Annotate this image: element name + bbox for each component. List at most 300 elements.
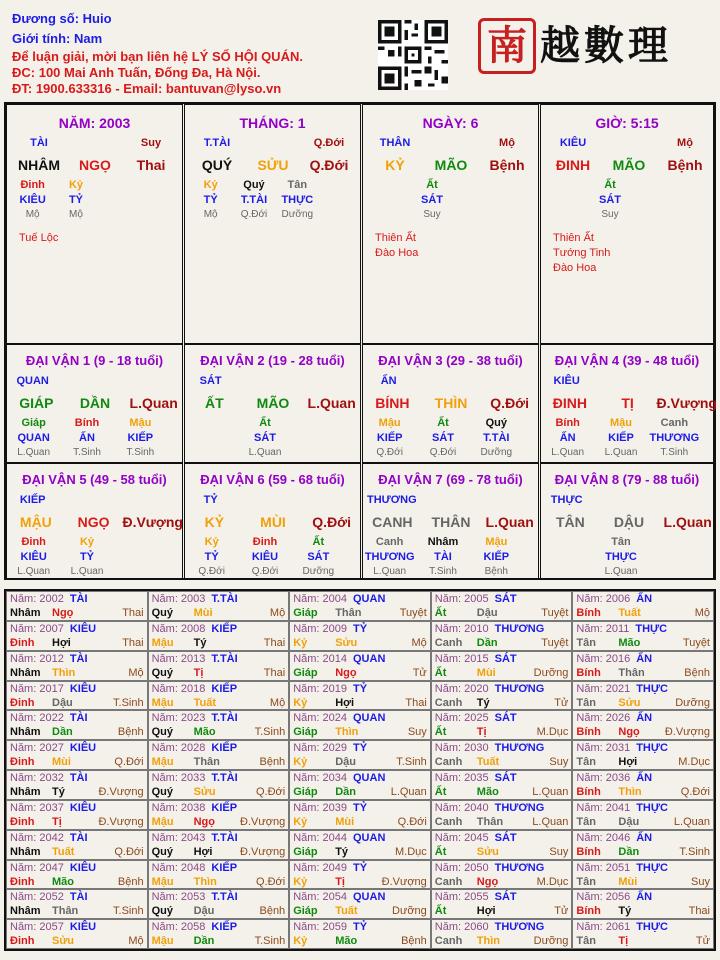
- year-stage: Suy: [549, 756, 569, 769]
- year-branch: Sửu: [476, 845, 499, 858]
- dai-van-hidden-row: [185, 536, 345, 548]
- year-god: THƯƠNG: [494, 742, 545, 755]
- star-item: Tuế Lộc: [19, 232, 59, 244]
- pillar-hidden-god-row-2: TỶ: [68, 194, 84, 206]
- year-cell-2048: [148, 860, 290, 890]
- year-label: Năm: 2056: [576, 891, 631, 904]
- star-item: Thiên Ất: [553, 232, 594, 244]
- year-stage: Tử: [412, 666, 427, 679]
- year-branch: Hợi: [52, 636, 71, 649]
- year-stem: Ất: [434, 607, 447, 619]
- year-cell-2026: [572, 710, 714, 740]
- dai-van-stem-row: [541, 514, 717, 530]
- pillar-god-row-2: [601, 137, 657, 149]
- year-stage: T.Sinh: [113, 905, 144, 918]
- year-god: SÁT: [494, 712, 517, 725]
- year-cell-2002: [6, 591, 148, 621]
- dai-van-god-row: [11, 375, 141, 387]
- year-stage: Tử: [554, 696, 569, 709]
- name-label: Đương số:: [12, 11, 80, 26]
- year-stage: Suy: [549, 845, 569, 858]
- year-label: Năm: 2014: [293, 652, 347, 665]
- dai-van-stage-row-3: [292, 447, 345, 458]
- year-branch: Dần: [335, 786, 356, 798]
- year-body: [10, 905, 144, 917]
- year-label: Năm: 2005: [434, 593, 489, 605]
- year-god: SÁT: [494, 652, 517, 665]
- dai-van-stem-row-1: CANH: [372, 514, 413, 530]
- pillar-stem-row-1: KỶ: [385, 157, 405, 173]
- dai-van-hidden-row: [185, 417, 345, 429]
- year-stage: T.Sinh: [396, 756, 427, 769]
- pillar-stem-row-1: NHÂM: [18, 157, 60, 173]
- dai-van-hidden-row-3: Canh: [660, 417, 689, 429]
- dai-van-hidden-row-1: Đinh: [21, 536, 46, 548]
- year-body: [435, 637, 569, 649]
- year-body: [576, 786, 710, 798]
- year-branch: Dần: [52, 726, 73, 739]
- year-god: THƯƠNG: [494, 622, 545, 635]
- year-body: [152, 756, 286, 768]
- year-god: THƯƠNG: [494, 801, 545, 814]
- star-item: Tướng Tinh: [553, 247, 611, 259]
- year-stem: Quý: [151, 607, 173, 619]
- year-head: [293, 802, 427, 814]
- year-body: [576, 637, 710, 649]
- year-stage: Q.Đới: [114, 845, 144, 858]
- year-branch: Thân: [618, 666, 645, 679]
- year-head: [576, 891, 710, 903]
- year-head: [152, 832, 286, 844]
- dai-van-stage-row-1: [185, 447, 238, 458]
- pillar-hidden-god-row-2: SÁT: [598, 194, 621, 206]
- year-god: T.TÀI: [211, 831, 238, 844]
- dai-van-god-row: [545, 375, 675, 387]
- gender-label: Giới tính:: [12, 31, 71, 46]
- year-label: Năm: 2015: [434, 652, 489, 665]
- dai-van-hidden-god-row-3: THƯƠNG: [649, 432, 700, 444]
- year-stem: Ất: [434, 905, 447, 918]
- year-cell-2015: [431, 651, 573, 681]
- dai-van-stem-row-1: GIÁP: [19, 395, 54, 411]
- dai-van-hidden-god-row-2: KIÊU: [251, 551, 279, 563]
- year-body: [293, 935, 427, 947]
- dai-van-stage-row-3: T.Sinh: [660, 447, 689, 458]
- year-head: [152, 772, 286, 784]
- pillar-title: NGÀY: 6: [422, 115, 479, 131]
- year-god: ẤN: [636, 772, 653, 784]
- year-cell-2041: [572, 800, 714, 830]
- year-stage: Tuyệt: [541, 636, 569, 649]
- pillar-stars: [375, 231, 418, 261]
- year-stem: Giáp: [293, 845, 318, 858]
- year-head: [10, 891, 144, 903]
- year-branch: Tý: [52, 786, 65, 798]
- year-cell-2023: [148, 710, 290, 740]
- year-cell-2058: [148, 919, 290, 949]
- dai-van-stage-row: [7, 566, 167, 577]
- year-label: Năm: 2049: [293, 861, 347, 874]
- year-god: QUAN: [353, 891, 386, 904]
- pillar-god-row: [11, 137, 179, 149]
- pillar-hidden-row-1: [545, 179, 588, 191]
- pillar-stage-row-3: [454, 209, 497, 220]
- year-branch: Thìn: [618, 786, 642, 798]
- year-god: T.TÀI: [211, 891, 238, 904]
- year-label: Năm: 2028: [151, 742, 206, 755]
- pillar-stem-row-3: Thai: [136, 157, 166, 173]
- year-stem: Kỷ: [293, 756, 308, 769]
- year-label: Năm: 2057: [10, 921, 64, 934]
- year-cell-2051: [572, 860, 714, 890]
- dai-van-god-row-1: KIÊU: [553, 375, 580, 387]
- year-god: ẤN: [636, 593, 653, 605]
- year-head: [10, 802, 144, 814]
- pillar-stem-row-2: MÃO: [434, 157, 468, 173]
- year-cell-2027: [6, 740, 148, 770]
- year-god: TỶ: [353, 622, 368, 635]
- year-god: QUAN: [353, 593, 386, 605]
- dai-van-hidden-god-row: [363, 551, 523, 563]
- pillar-stage-row-2: Suy: [423, 209, 441, 220]
- year-label: Năm: 2010: [434, 622, 489, 635]
- pillar-stage-row-1: Mộ: [203, 209, 218, 220]
- year-body: [435, 846, 569, 858]
- pillar-stage-row-3: [98, 209, 141, 220]
- year-label: Năm: 2054: [293, 891, 347, 904]
- pillar-stem-row-2: MÃO: [612, 157, 646, 173]
- year-label: Năm: 2017: [10, 682, 64, 695]
- year-body: [10, 846, 144, 858]
- pillar-stem-row-3: Q.Đới: [309, 157, 349, 173]
- year-head: [576, 653, 710, 665]
- dai-van-6: [184, 463, 361, 580]
- dai-van-hidden-row-2: Nhâm: [427, 536, 459, 548]
- dai-van-god-row-2: [54, 494, 97, 506]
- year-branch: Sửu: [52, 935, 75, 948]
- year-god: KIÊU: [69, 861, 97, 874]
- year-cell-2055: [431, 889, 573, 919]
- dai-van-stem-row-1: MẬU: [19, 514, 52, 530]
- year-head: [293, 862, 427, 874]
- pillar-title: GIỜ: 5:15: [595, 115, 659, 131]
- pillar-stage-row: [367, 209, 497, 220]
- year-label: Năm: 2037: [10, 801, 64, 814]
- year-god: THỰC: [636, 921, 668, 934]
- dai-van-god-row-1: KIẾP: [19, 494, 46, 506]
- year-label: Năm: 2022: [10, 712, 64, 725]
- phone-email-line: ĐT: 1900.633316 - Email: bantuvan@lyso.vn: [12, 81, 282, 96]
- dai-van-stage-row-2: Q.Đới: [429, 447, 457, 458]
- dai-van-god-row-2: [54, 375, 97, 387]
- dai-van-3: [362, 344, 539, 463]
- dai-van-stem-row-3: L.Quan: [663, 514, 712, 530]
- year-branch: Sửu: [335, 636, 358, 649]
- year-stem: Ất: [434, 786, 447, 798]
- year-head: [576, 712, 710, 724]
- year-branch: Mão: [335, 935, 358, 948]
- year-head: [576, 862, 710, 874]
- year-branch: Ngọ: [52, 607, 74, 619]
- year-head: [435, 742, 569, 754]
- dai-van-god-row-2: [588, 494, 631, 506]
- qr-code[interactable]: [378, 20, 448, 90]
- year-cell-2060: [431, 919, 573, 949]
- year-stem: Nhâm: [10, 905, 41, 918]
- year-body: [10, 935, 144, 947]
- year-stem: Canh: [434, 935, 463, 948]
- year-cell-2014: [289, 651, 431, 681]
- year-stage: Bệnh: [117, 726, 144, 739]
- year-cell-2030: [431, 740, 573, 770]
- year-branch: Dậu: [618, 815, 640, 828]
- year-stage: L.Quan: [390, 786, 427, 798]
- dai-van-title: ĐẠI VẬN 6 (59 - 68 tuổi): [200, 472, 345, 487]
- year-stem: Kỷ: [293, 875, 308, 888]
- year-cell-2045: [431, 830, 573, 860]
- year-cell-2039: [289, 800, 431, 830]
- year-cell-2037: [6, 800, 148, 830]
- year-stem: Bính: [576, 905, 601, 918]
- year-label: Năm: 2019: [293, 682, 347, 695]
- pillar-hidden-row-1: Kỷ: [203, 179, 218, 191]
- dai-van-god-row: [189, 375, 319, 387]
- header-info: [12, 9, 303, 97]
- dai-van-stem-row-2: THÌN: [434, 395, 468, 411]
- year-body: [293, 637, 427, 649]
- dai-van-stage-row-2: L.Quan: [604, 447, 638, 458]
- year-god: SÁT: [494, 593, 517, 605]
- year-head: [152, 802, 286, 814]
- year-branch: Mùi: [52, 756, 71, 769]
- year-label: Năm: 2011: [576, 622, 630, 635]
- year-stage: Mộ: [128, 935, 144, 948]
- year-stage: M.Dục: [395, 845, 427, 858]
- dai-van-hidden-row-1: Mậu: [378, 417, 401, 429]
- dai-van-god-row-2: [232, 494, 275, 506]
- year-head: [10, 742, 144, 754]
- pillar-stage-row: [11, 209, 141, 220]
- year-stem: Quý: [151, 845, 173, 858]
- year-cell-2012: [6, 651, 148, 681]
- year-body: [293, 905, 427, 917]
- year-body: [435, 607, 569, 619]
- year-stage: Đ.Vượng: [98, 815, 144, 828]
- pillar-hidden-row: [367, 179, 497, 191]
- year-label: Năm: 2008: [151, 622, 206, 635]
- year-stage: Tử: [554, 905, 569, 918]
- pillar-hidden-row-2: Ất: [426, 179, 438, 191]
- dai-van-god-row: [367, 494, 497, 506]
- dai-van-stem-row: [541, 395, 717, 411]
- dai-van-hidden-row-1: [185, 417, 238, 429]
- dai-van-title: ĐẠI VẬN 7 (69 - 78 tuổi): [378, 472, 523, 487]
- dai-van-stem-row-3: Đ.Vượng: [656, 395, 717, 411]
- year-head: [293, 623, 427, 635]
- dai-van-stem-row-3: L.Quan: [129, 395, 178, 411]
- dai-van-stage-row: [363, 447, 523, 458]
- dai-van-stem-row-3: L.Quan: [485, 514, 534, 530]
- year-label: Năm: 2055: [434, 891, 489, 904]
- year-branch: Thìn: [52, 666, 76, 679]
- dai-van-hidden-row-1: [541, 536, 594, 548]
- year-head: [576, 802, 710, 814]
- year-head: [10, 623, 144, 635]
- year-head: [435, 623, 569, 635]
- dai-van-god-row-1: THƯƠNG: [367, 494, 417, 506]
- pillar-stage-row: [545, 209, 675, 220]
- year-branch: Tị: [618, 935, 629, 948]
- year-branch: Thìn: [193, 875, 217, 888]
- pillar-stage-row-2: Suy: [601, 209, 619, 220]
- year-label: Năm: 2046: [576, 831, 631, 844]
- year-cell-2053: [148, 889, 290, 919]
- pillar-god-row-2: [245, 137, 301, 149]
- year-stem: Kỷ: [293, 935, 308, 948]
- year-stem: Quý: [151, 905, 173, 918]
- year-stage: Tuyệt: [541, 607, 569, 619]
- year-stem: Nhâm: [10, 607, 41, 619]
- year-cell-2013: [148, 651, 290, 681]
- pillar-hidden-row: [189, 179, 319, 191]
- year-head: [10, 921, 144, 933]
- pillar-stem-row: [545, 157, 713, 173]
- chart-grid: [4, 102, 716, 580]
- year-head: [435, 862, 569, 874]
- dai-van-stem-row-3: Q.Đới: [312, 514, 352, 530]
- year-stage: Suy: [691, 875, 710, 888]
- dai-van-hidden-god-row: [363, 432, 523, 444]
- year-branch: Tý: [193, 636, 207, 649]
- pillar-god-row-1: T.TÀI: [203, 137, 231, 149]
- dai-van-stage-row-2: L.Quan: [70, 566, 104, 577]
- dai-van-stage-row-1: L.Quan: [373, 566, 407, 577]
- year-branch: Dậu: [52, 696, 73, 709]
- year-god: THỰC: [636, 742, 668, 755]
- year-branch: Mùi: [476, 666, 496, 679]
- year-body: [435, 935, 569, 947]
- year-branch: Tuất: [476, 756, 500, 769]
- year-body: [152, 697, 286, 709]
- dai-van-god-row-2: [588, 375, 631, 387]
- year-cell-2010: [431, 621, 573, 651]
- pillar-hidden-row-1: Đinh: [20, 179, 45, 191]
- year-label: Năm: 2048: [151, 861, 206, 874]
- year-head: [293, 772, 427, 784]
- year-body: [576, 607, 710, 619]
- dai-van-hidden-row-2: Kỷ: [79, 536, 95, 548]
- dai-van-hidden-row-2: Bính: [74, 417, 100, 429]
- year-stage: M.Dục: [536, 726, 569, 739]
- pillar-stem-row-3: Bệnh: [667, 157, 703, 173]
- dai-van-stage-row-3: T.Sinh: [126, 447, 155, 458]
- pillar-hidden-god-row-3: [454, 194, 497, 206]
- year-body: [435, 726, 569, 738]
- year-branch: Tuất: [335, 905, 358, 918]
- year-god: TÀI: [69, 652, 88, 665]
- year-cell-2042: [6, 830, 148, 860]
- year-god: THƯƠNG: [494, 921, 545, 934]
- dai-van-hidden-god-row-2: TỶ: [79, 551, 95, 563]
- dai-van-god-row-3: [98, 375, 141, 387]
- year-label: Năm: 2044: [293, 831, 347, 844]
- year-body: [10, 786, 144, 798]
- year-label: Năm: 2029: [293, 742, 347, 755]
- year-label: Năm: 2024: [293, 712, 347, 725]
- year-cell-2016: [572, 651, 714, 681]
- year-head: [152, 593, 286, 605]
- year-stem: Bính: [576, 845, 601, 858]
- year-branch: Dậu: [476, 607, 498, 619]
- year-branch: Tý: [476, 696, 490, 709]
- year-god: SÁT: [494, 772, 517, 784]
- year-god: THỰC: [636, 861, 668, 874]
- year-cell-2050: [431, 860, 573, 890]
- dai-van-stage-row: [363, 566, 523, 577]
- pillar-stem-row-1: QUÝ: [201, 157, 233, 173]
- year-god: ẤN: [636, 712, 653, 725]
- year-cell-2005: [431, 591, 573, 621]
- dai-van-title: ĐẠI VẬN 5 (49 - 58 tuổi): [22, 472, 167, 487]
- year-stem: Kỷ: [293, 815, 308, 828]
- pillar-hidden-god-row-1: TỶ: [203, 194, 218, 206]
- star-item: Đào Hoa: [553, 262, 597, 274]
- year-cell-2049: [289, 860, 431, 890]
- year-branch: Thân: [52, 905, 79, 918]
- year-cell-2054: [289, 889, 431, 919]
- year-head: [576, 593, 710, 605]
- dai-van-hidden-god-row-2: ẤN: [79, 432, 95, 444]
- year-cell-2059: [289, 919, 431, 949]
- pillar-hidden-god-row-1: KIÊU: [19, 194, 46, 206]
- dai-van-hidden-row-2: Đinh: [252, 536, 278, 548]
- year-label: Năm: 2026: [576, 712, 631, 725]
- year-god: THƯƠNG: [494, 682, 545, 695]
- year-god: TỶ: [353, 742, 368, 755]
- year-stage: Mộ: [269, 607, 286, 619]
- dai-van-hidden-row-1: Bính: [555, 417, 580, 429]
- year-stem: Ất: [434, 726, 447, 739]
- pillar-god-row-3: Q.Đới: [313, 137, 345, 149]
- pillar-1: [6, 104, 183, 344]
- pillar-stage-row-1: [545, 209, 588, 220]
- year-stage: Đ.Vượng: [240, 815, 286, 828]
- year-head: [152, 921, 286, 933]
- year-head: [435, 772, 569, 784]
- year-head: [293, 593, 427, 605]
- year-stem: Mậu: [151, 935, 174, 948]
- year-branch: Mão: [52, 875, 74, 888]
- year-god: T.TÀI: [211, 593, 238, 605]
- year-cell-2032: [6, 770, 148, 800]
- dai-van-stage-row-1: Q.Đới: [198, 566, 225, 577]
- year-head: [435, 832, 569, 844]
- year-god: KIẾP: [211, 742, 238, 755]
- dai-van-hidden-row: [7, 417, 167, 429]
- year-stage: Bệnh: [401, 935, 427, 948]
- year-body: [435, 697, 569, 709]
- year-stem: Tân: [576, 696, 596, 709]
- year-body: [293, 756, 427, 768]
- year-god: TỶ: [353, 801, 368, 814]
- year-body: [435, 756, 569, 768]
- year-stage: Bệnh: [259, 756, 286, 769]
- year-body: [152, 667, 286, 679]
- dai-van-stem-row-2: MÃO: [256, 395, 290, 411]
- pillar-hidden-row-3: [454, 179, 497, 191]
- dai-van-hidden-god-row: [185, 432, 345, 444]
- year-branch: Thìn: [335, 726, 359, 739]
